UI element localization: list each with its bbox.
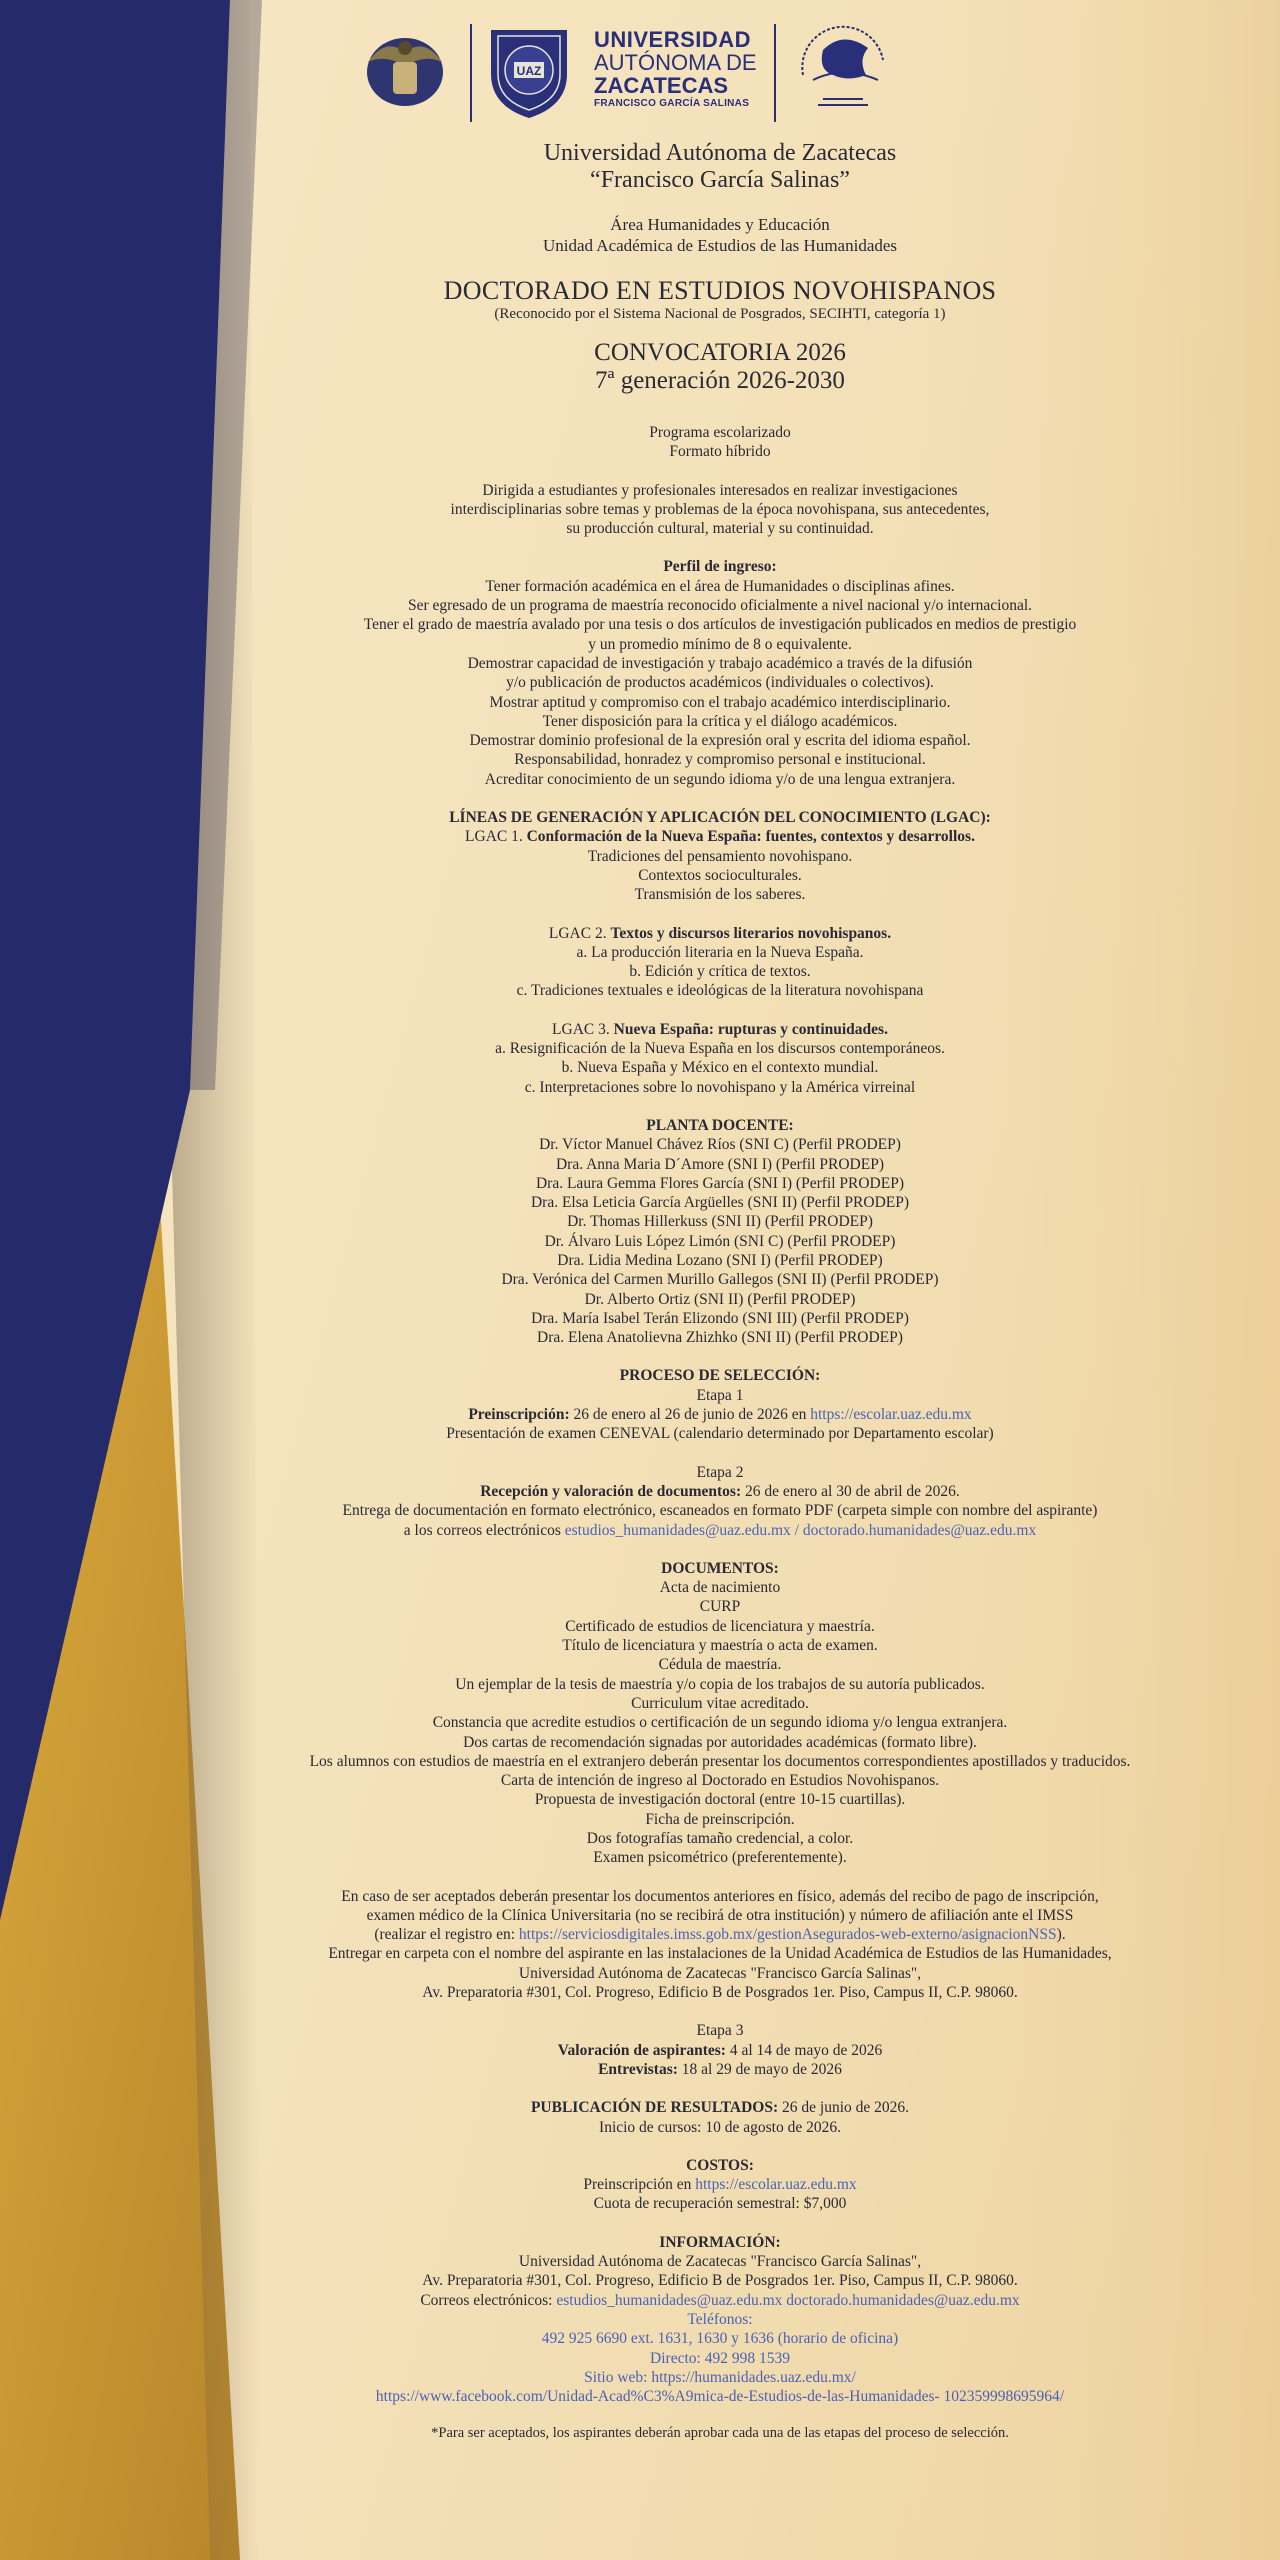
docente-item: Dra. Laura Gemma Flores García (SNI I) (Perfil PRODEP) — [535, 1174, 905, 1192]
lgac2-item: a. La producción literaria en la Nueva España. — [576, 943, 864, 961]
doctorado-logo-icon — [788, 20, 898, 125]
lgac1-item: Transmisión de los saberes. — [634, 886, 806, 904]
documentos-list — [170, 1578, 1270, 1867]
docente-item: Dra. María Isabel Terán Elizondo (SNI III) (Perfil PRODEP) — [531, 1309, 909, 1327]
logo-row — [170, 0, 1270, 130]
lgac1-item: Tradiciones del pensamiento novohispano. — [587, 847, 853, 865]
poster-content — [170, 0, 1270, 2444]
divider-line-2 — [774, 24, 776, 122]
docente-item: Dr. Alberto Ortiz (SNI II) (Perfil PRODEP) — [584, 1290, 856, 1308]
lgac1-item: Contextos socioculturales. — [638, 866, 802, 884]
perfil-item: Mostrar aptitud y compromiso con el trabajo académico interdisciplinario. — [489, 693, 951, 711]
lgac2-item: b. Edición y crítica de textos. — [629, 963, 811, 981]
svg-text:UAZ: UAZ — [516, 64, 542, 78]
documento-item: Los alumnos con estudios de maestría en el extranjero deberán presentar los documentos correspondientes apostillados y traducidos. — [309, 1752, 1131, 1770]
info-email-link[interactable]: estudios_humanidades@uaz.edu.mx doctorado.humanidades@uaz.edu.mx — [556, 2291, 1020, 2309]
website-link[interactable]: Sitio web: https://humanidades.uaz.edu.mx/ — [584, 2368, 856, 2386]
documento-item: Examen psicométrico (preferentemente). — [593, 1849, 847, 1867]
telefonos-numbers[interactable]: 492 925 6690 ext. 1631, 1630 y 1636 (horario de oficina) — [541, 2330, 899, 2348]
planta-list — [170, 1135, 1270, 1347]
convocatoria-title: CONVOCATORIA 2026 — [594, 339, 846, 366]
perfil-item: Tener el grado de maestría avalado por una tesis o dos artículos de investigación publicados en medios de prestigio — [363, 616, 1077, 634]
lgac2-title: LGAC 2. Textos y discursos literarios novohispanos. — [548, 924, 892, 942]
lgac3-list — [170, 1039, 1270, 1097]
perfil-item: Tener formación académica en el área de Humanidades o disciplinas afines. — [485, 577, 955, 595]
perfil-item: y/o publicación de productos académicos (individuales o colectivos). — [506, 674, 934, 692]
program-recognition: (Reconocido por el Sistema Nacional de Posgrados, SECIHTI, categoría 1) — [494, 306, 946, 322]
divider-line-1 — [470, 24, 472, 122]
etapa2-recepcion: Recepción y valoración de documentos: 26 de enero al 30 de abril de 2026. — [480, 1482, 960, 1500]
university-wordmark: UNIVERSIDAD AUTÓNOMA DE ZACATECAS FRANCISCO GARCÍA SALINAS — [594, 27, 757, 109]
docente-item: Dra. Lidia Medina Lozano (SNI I) (Perfil PRODEP) — [557, 1251, 883, 1269]
docente-item: Dr. Álvaro Luis López Limón (SNI C) (Perfil PRODEP) — [544, 1232, 896, 1250]
perfil-item: Demostrar capacidad de investigación y trabajo académico a través de la difusión — [467, 654, 973, 672]
documento-item: Acta de nacimiento — [659, 1579, 781, 1597]
documento-item: Dos fotografías tamaño credencial, a color. — [586, 1830, 854, 1847]
escolar-link[interactable]: https://escolar.uaz.edu.mx — [810, 1406, 972, 1424]
format-block: Programa escolarizado Formato híbrido — [649, 424, 791, 461]
perfil-item: Tener disposición para la crítica y el diálogo académicos. — [542, 712, 898, 730]
generation-title: 7ª generación 2026-2030 — [595, 367, 845, 394]
facebook-link[interactable]: https://www.facebook.com/Unidad-Acad%C3%A9mica-de-Estudios-de-las-Humanidades- 102359998695964/ — [375, 2388, 1065, 2406]
documento-item: Dos cartas de recomendación signadas por autoridades académicas (formato libre). — [463, 1733, 977, 1751]
intro-block: Dirigida a estudiantes y profesionales interesados en realizar investigaciones interdisciplinarias sobre temas y problemas de la época novohispana, sus antecedentes, su producción cultural, material y su continuidad. — [450, 481, 990, 538]
etapa3-block: Etapa 3 Valoración de aspirantes: 4 al 14 de mayo de 2026 Entrevistas: 18 al 29 de mayo de 2026 — [557, 2022, 883, 2078]
etapa2-title: Etapa 2 — [696, 1463, 744, 1481]
documento-item: Un ejemplar de la tesis de maestría y/o copia de los trabajos de su autoría publicados. — [455, 1675, 985, 1693]
perfil-item: Ser egresado de un programa de maestría reconocido oficialmente a nivel nacional y/o internacional. — [407, 597, 1033, 615]
resultados-block: PUBLICACIÓN DE RESULTADOS: 26 de junio de 2026. Inicio de cursos: 10 de agosto de 2026. — [530, 2099, 910, 2136]
area-block: Área Humanidades y Educación Unidad Académica de Estudios de las Humanidades — [542, 215, 898, 255]
lgac3-item: c. Interpretaciones sobre lo novohispano y la América virreinal — [524, 1078, 916, 1096]
planta-heading: PLANTA DOCENTE: — [646, 1116, 794, 1134]
perfil-item: y un promedio mínimo de 8 o equivalente. — [588, 635, 852, 653]
etapa2-entrega: Entrega de documentación en formato electrónico, escaneados en formato PDF (carpeta simple con nombre del aspirante) — [342, 1502, 1098, 1520]
documento-item: Ficha de preinscripción. — [645, 1810, 795, 1828]
proceso-heading: PROCESO DE SELECCIÓN: — [619, 1367, 821, 1385]
telefono-directo[interactable]: Directo: 492 998 1539 — [650, 2349, 790, 2367]
perfil-heading: Perfil de ingreso: — [663, 558, 777, 576]
costos-heading: COSTOS: — [686, 2156, 754, 2174]
documento-item: Carta de intención de ingreso al Doctorado en Estudios Novohispanos. — [500, 1772, 940, 1790]
documento-item: Cédula de maestría. — [658, 1656, 782, 1674]
docente-item: Dra. Elena Anatolievna Zhizhko (SNI II) (Perfil PRODEP) — [537, 1329, 903, 1347]
costos-link[interactable]: https://escolar.uaz.edu.mx — [695, 2176, 857, 2194]
lgac3-item: b. Nueva España y México en el contexto mundial. — [561, 1059, 879, 1077]
docente-item: Dra. Verónica del Carmen Murillo Gallegos (SNI II) (Perfil PRODEP) — [501, 1271, 939, 1289]
etapa1-ceneval: Presentación de examen CENEVAL (calendario determinado por Departamento escolar) — [446, 1425, 994, 1443]
perfil-item: Demostrar dominio profesional de la expresión oral y escrita del idioma español. — [469, 732, 971, 750]
perfil-list — [170, 577, 1270, 789]
lgac-section — [170, 808, 1270, 1097]
lgac-heading: LÍNEAS DE GENERACIÓN Y APLICACIÓN DEL CONOCIMIENTO (LGAC): — [449, 809, 991, 827]
planta-section — [170, 1116, 1270, 1348]
email-link[interactable]: estudios_humanidades@uaz.edu.mx / doctorado.humanidades@uaz.edu.mx — [564, 1521, 1037, 1539]
etapa2-correos: a los correos electrónicos estudios_humanidades@uaz.edu.mx / doctorado.humanidades@uaz.edu.mx — [403, 1521, 1037, 1539]
aceptados-block: En caso de ser aceptados deberán presentar los documentos anteriores en físico, además del recibo de pago de inscripción, examen médico de la Clínica Universitaria (no se recibirá de otra institución) y número de afiliación ante el IMSS (realizar el registro en: https://serviciosdigitales.imss.gob.mx/gestionAsegurados-web-externo/asignacionNSS). Entregar en carpeta con el nombre del aspirante en las instalaciones de la Unidad Académica de Estudios de las Humanidades, Universidad Autónoma de Zacatecas "Francisco García Salinas", Av. Preparatoria #301, Col. Progreso, Edificio B de Posgrados 1er. Piso, Campus II, C.P. 98060. — [328, 1887, 1112, 2002]
informacion-heading: INFORMACIÓN: — [659, 2233, 781, 2251]
docente-item: Dra. Anna Maria D´Amore (SNI I) (Perfil PRODEP) — [555, 1155, 884, 1173]
perfil-item: Responsabilidad, honradez y compromiso personal e institucional. — [514, 751, 926, 769]
documento-item: CURP — [699, 1598, 741, 1616]
eagle-crest-icon — [360, 22, 450, 117]
docente-item: Dr. Víctor Manuel Chávez Ríos (SNI C) (Perfil PRODEP) — [539, 1136, 901, 1154]
documentos-heading: DOCUMENTOS: — [661, 1559, 779, 1577]
lgac1-list — [170, 847, 1270, 905]
perfil-item: Acreditar conocimiento de un segundo idioma y/o de una lengua extranjera. — [484, 770, 956, 788]
footnote: *Para ser aceptados, los aspirantes deberán aprobar cada una de las etapas del proceso de selección. — [431, 2425, 1009, 2442]
lgac3-item: a. Resignificación de la Nueva España en los discursos contemporáneos. — [495, 1040, 945, 1058]
lgac3-title: LGAC 3. Nueva España: rupturas y continuidades. — [552, 1020, 888, 1038]
uaz-shield-icon — [486, 22, 572, 125]
telefonos-label: Teléfonos: — [687, 2310, 753, 2328]
program-title: DOCTORADO EN ESTUDIOS NOVOHISPANOS — [443, 276, 997, 305]
etapa1-preinscripcion: Preinscripción: 26 de enero al 26 de junio de 2026 en https://escolar.uaz.edu.mx — [468, 1406, 972, 1424]
lgac2-item: c. Tradiciones textuales e ideológicas de la literatura novohispana — [516, 982, 924, 1000]
proceso-section — [170, 1366, 1270, 1539]
documento-item: Constancia que acredite estudios o certificación de un segundo idioma y/o lengua extranjera. — [432, 1714, 1008, 1732]
etapa1-title: Etapa 1 — [696, 1386, 744, 1404]
imss-link[interactable]: https://serviciosdigitales.imss.gob.mx/gestionAsegurados-web-externo/asignacionNSS — [518, 1926, 1057, 1944]
university-name: Universidad Autónoma de Zacatecas “Francisco García Salinas” — [543, 140, 897, 193]
documento-item: Título de licenciatura y maestría o acta de examen. — [562, 1637, 878, 1655]
documento-item: Curriculum vitae acreditado. — [631, 1694, 809, 1712]
lgac1-title: LGAC 1. Conformación de la Nueva España: fuentes, contextos y desarrollos. — [465, 828, 975, 846]
costos-section: COSTOS: Preinscripción en https://escolar.uaz.edu.mx Cuota de recuperación semestral: $7,000 — [170, 2156, 1270, 2214]
perfil-section — [170, 557, 1270, 789]
documento-item: Certificado de estudios de licenciatura y maestría. — [565, 1617, 875, 1635]
informacion-section: INFORMACIÓN: Universidad Autónoma de Zacatecas "Francisco García Salinas", Av. Preparatoria #301, Col. Progreso, Edificio B de Posgrados 1er. Piso, Campus II, C.P. 98060. Correos electrónicos: estudios_humanidades@uaz.edu.mx doctorado.humanidades@uaz.edu.mx Teléfonos: 492 925 6690 ext. 1631, 1630 y 1636 (horario de oficina) Directo: 492 998 1539 Sitio web: https://humanidades.uaz.edu.mx/ https://www.facebook.com/Unidad-Acad%C3%A9mica-de-Estudios-de-las-Humanidades- 102359998695964/ — [170, 2233, 1270, 2407]
docente-item: Dr. Thomas Hillerkuss (SNI II) (Perfil PRODEP) — [567, 1213, 873, 1231]
documentos-section — [170, 1559, 1270, 1868]
documento-item: Propuesta de investigación doctoral (entre 10-15 cuartillas). — [534, 1791, 906, 1809]
docente-item: Dra. Elsa Leticia García Argüelles (SNI II) (Perfil PRODEP) — [530, 1194, 910, 1212]
lgac2-list — [170, 943, 1270, 1001]
